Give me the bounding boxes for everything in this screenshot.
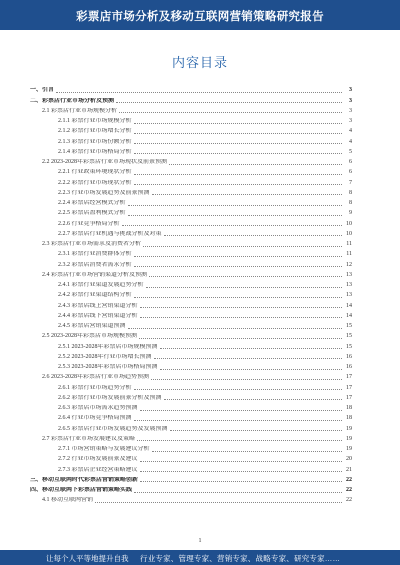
toc-entry-page: 15	[346, 323, 352, 329]
toc-entry-title: 2.5.1 2023-2028年彩票店市场规模预测	[58, 343, 158, 350]
toc-entry-page: 3	[349, 118, 352, 124]
toc-entry-title: 2.4.2 彩票行业渠道结构分析	[58, 292, 132, 299]
toc-entry-page: 8	[349, 200, 352, 206]
toc-entry[interactable]	[30, 463, 352, 473]
toc-entry-page: 10	[346, 230, 352, 237]
toc-entry-page: 13	[346, 292, 352, 299]
toc-entry-page: 6	[349, 159, 352, 165]
toc-entry-page: 19	[346, 446, 352, 452]
toc-entry-title: 2.5 2023-2028年彩票店市场规模预测	[42, 333, 137, 340]
toc-dot-leader	[170, 430, 342, 431]
toc-entry-title: 2.3 彩票店行业市场需求及消费者分析	[42, 241, 142, 247]
toc-entry-title: 三、移动互联网时代彩票店营销策略创新	[30, 476, 139, 483]
toc-entry[interactable]	[30, 84, 352, 94]
toc-entry-title: 二、彩票店行业市场分析及预测	[30, 97, 115, 104]
toc-entry-page: 15	[346, 343, 352, 350]
toc-dot-leader	[140, 461, 342, 462]
toc-entry-page: 22	[346, 476, 352, 483]
toc-entry[interactable]	[30, 176, 352, 186]
toc-entry-title: 2.2.1 行业政策环境现状分析	[58, 169, 132, 176]
toc-entry-title: 2.3.2 彩票店消费者需求分析	[58, 261, 132, 268]
toc-entry[interactable]	[30, 340, 352, 350]
toc-entry[interactable]	[30, 197, 352, 207]
toc-dot-leader	[134, 174, 342, 175]
toc-entry-title: 2.7.3 彩票店企业经营策略建议	[58, 466, 138, 473]
toc-entry-title: 2.4.3 彩票店线上营销渠道分析	[58, 302, 138, 309]
toc-entry-page: 14	[346, 312, 352, 319]
footer-slogan: 让每个人平等地提升自我	[46, 554, 129, 563]
toc-dot-leader	[151, 379, 342, 380]
toc-heading: 内容目录	[171, 55, 228, 70]
toc-dot-leader	[95, 502, 342, 503]
toc-entry-page: 11	[346, 241, 352, 247]
toc-entry-title: 2.1.1 彩票行业市场规模分析	[58, 118, 132, 124]
toc-entry[interactable]	[30, 187, 352, 197]
toc-entry-page: 19	[346, 425, 352, 432]
toc-entry-title: 2.4.1 彩票行业渠道发展趋势分析	[58, 282, 144, 288]
toc-entry[interactable]	[30, 248, 352, 258]
toc-entry-title: 2.1.2 彩票行业市场增长分析	[58, 128, 132, 135]
toc-dot-leader	[169, 164, 342, 165]
toc-entry-page: 19	[346, 435, 352, 442]
toc-entry-page: 18	[346, 405, 352, 411]
toc-dot-leader	[134, 143, 342, 144]
toc-entry-title: 2.6.1 彩票行业市场趋势分析	[58, 384, 132, 391]
toc-entry-page: 15	[346, 333, 352, 340]
toc-entry-page: 5	[349, 148, 352, 155]
toc-entry-page: 6	[349, 169, 352, 176]
toc-dot-leader	[140, 410, 342, 411]
toc-dot-leader	[134, 389, 342, 390]
toc-entry-title: 2.5.2 2023-2028年行业市场增长预测	[58, 353, 152, 360]
toc-entry-page: 3	[349, 87, 352, 94]
toc-dot-leader	[149, 276, 342, 277]
toc-dot-leader	[140, 471, 342, 472]
toc-entry[interactable]	[30, 217, 352, 227]
toc-dot-leader	[134, 153, 342, 154]
toc-dot-leader	[119, 112, 342, 113]
toc-entry-page: 16	[346, 364, 352, 370]
toc-entry-title: 4.1 移动互联网营销	[42, 497, 94, 504]
toc-entry[interactable]	[30, 228, 352, 238]
toc-dot-leader	[134, 297, 342, 298]
toc-entry[interactable]	[30, 381, 352, 391]
toc-entry[interactable]	[30, 484, 352, 494]
page-number: 1	[198, 538, 202, 544]
toc-dot-leader	[134, 492, 342, 493]
toc-entry-title: 2.4.4 彩票店线下营销渠道分析	[58, 312, 138, 319]
toc-entry[interactable]	[30, 125, 352, 135]
toc-dot-leader	[128, 328, 342, 329]
toc-entry[interactable]	[30, 135, 352, 145]
toc-dot-leader	[139, 338, 342, 339]
toc-entry[interactable]	[30, 166, 352, 176]
toc-entry-title: 2.2.2 彩票行业市场现状分析	[58, 179, 132, 186]
toc-entry[interactable]	[30, 146, 352, 156]
toc-entry-page: 22	[346, 487, 352, 493]
toc-dot-leader	[152, 451, 342, 452]
toc-entry-page: 17	[346, 374, 352, 381]
toc-entry-page: 16	[346, 353, 352, 360]
toc-entry[interactable]	[30, 269, 352, 279]
toc-dot-leader	[143, 246, 342, 247]
toc-entry[interactable]	[30, 320, 352, 330]
toc-entry[interactable]	[30, 156, 352, 166]
toc-entry-title: 四、移动互联网下彩票店营销策略实践	[30, 487, 133, 493]
toc-entry[interactable]	[30, 361, 352, 371]
toc-entry[interactable]	[30, 443, 352, 453]
toc-dot-leader	[56, 92, 342, 93]
toc-entry-title: 2.7 彩票店行业市场发展建议及策略	[42, 435, 136, 442]
toc-entry[interactable]	[30, 474, 352, 484]
toc-entry-page: 17	[346, 394, 352, 401]
toc-entry-page: 21	[346, 466, 352, 473]
toc-entry-page: 10	[346, 220, 352, 227]
toc-entry[interactable]	[30, 94, 352, 104]
toc-entry[interactable]	[30, 115, 352, 125]
toc-entry-title: 2.3.1 彩票行业消费群体分析	[58, 251, 132, 258]
toc-entry[interactable]	[30, 238, 352, 248]
toc-dot-leader	[160, 369, 343, 370]
toc-dot-leader	[140, 317, 342, 318]
toc-entry-title: 2.4 彩票店行业市场营销渠道分析及预测	[42, 271, 148, 278]
toc-entry-page: 17	[346, 384, 352, 391]
toc-entry-title: 2.1 彩票店行业市场规模分析	[42, 107, 118, 114]
toc-entry[interactable]	[30, 494, 352, 504]
toc-entry-title: 2.6.4 行业市场竞争格局预测	[58, 415, 132, 422]
toc-dot-leader	[152, 194, 342, 195]
toc-entry-title: 2.5.3 2023-2028年彩票店市场格局预测	[58, 364, 158, 370]
toc-entry[interactable]	[30, 392, 352, 402]
toc-dot-leader	[140, 307, 342, 308]
toc-entry[interactable]	[30, 310, 352, 320]
toc-entry-title: 2.2 2023-2028年彩票店行业市场现状及前景预测	[42, 159, 167, 165]
table-of-contents	[30, 84, 352, 504]
toc-entry-page: 13	[346, 282, 352, 288]
toc-entry-page: 8	[349, 189, 352, 196]
toc-entry-title: 2.6.2 彩票行业市场发展前景分析及预测	[58, 394, 162, 401]
toc-entry-page: 22	[346, 497, 352, 504]
toc-entry-title: 一、引言	[30, 87, 55, 94]
toc-entry[interactable]	[30, 422, 352, 432]
toc-entry-title: 2.1.4 彩票行业市场格局分析	[58, 148, 132, 155]
toc-entry-title: 2.2.3 行业市场发展趋势及前景预测	[58, 189, 150, 196]
toc-entry[interactable]	[30, 433, 352, 443]
toc-entry-title: 2.2.5 彩票店盈利模式分析	[58, 210, 126, 217]
toc-entry-title: 2.4.5 彩票店营销渠道预测	[58, 323, 126, 329]
toc-entry-title: 2.7.1 市场营销策略与发展建议分析	[58, 446, 150, 452]
footer-banner	[0, 550, 400, 565]
toc-dot-leader	[140, 481, 342, 482]
toc-entry[interactable]	[30, 279, 352, 289]
toc-dot-leader	[134, 256, 342, 257]
toc-entry[interactable]	[30, 371, 352, 381]
footer-tagline: 行业专家、管理专家、营销专家、战略专家、研究专家……	[140, 554, 341, 563]
toc-dot-leader	[134, 133, 342, 134]
toc-entry-page: 18	[346, 415, 352, 422]
toc-dot-leader	[128, 205, 342, 206]
toc-dot-leader	[137, 440, 342, 441]
toc-dot-leader	[134, 184, 342, 185]
toc-entry-title: 2.2.7 彩票店行业机遇与挑战分析及对策	[58, 230, 162, 237]
toc-dot-leader	[146, 287, 342, 288]
toc-entry-page: 4	[349, 138, 352, 145]
toc-dot-leader	[128, 215, 342, 216]
toc-entry[interactable]	[30, 105, 352, 115]
toc-entry-page: 20	[346, 456, 352, 463]
toc-entry-page: 11	[346, 251, 352, 258]
toc-entry-page: 3	[349, 97, 352, 104]
toc-entry-page: 3	[349, 107, 352, 114]
toc-entry[interactable]	[30, 207, 352, 217]
toc-entry-title: 2.2.6 行业竞争格局分析	[58, 220, 120, 227]
toc-dot-leader	[154, 358, 343, 359]
report-title: 彩票店市场分析及移动互联网营销策略研究报告	[76, 11, 324, 23]
toc-entry-page: 9	[349, 210, 352, 217]
toc-entry[interactable]	[30, 299, 352, 309]
toc-entry-title: 2.6 2023-2028年彩票店行业市场趋势预测	[42, 374, 149, 381]
toc-entry-title: 2.7.2 行业市场发展前景及建议	[58, 456, 138, 463]
toc-entry-title: 2.6.3 彩票店市场需求趋势预测	[58, 405, 138, 411]
header-banner	[0, 0, 400, 30]
toc-dot-leader	[164, 399, 342, 400]
toc-entry[interactable]	[30, 289, 352, 299]
toc-entry[interactable]	[30, 453, 352, 463]
toc-dot-leader	[134, 266, 342, 267]
toc-entry-page: 13	[346, 271, 352, 278]
toc-entry[interactable]	[30, 402, 352, 412]
toc-dot-leader	[116, 102, 342, 103]
toc-dot-leader	[160, 348, 343, 349]
toc-entry-page: 14	[346, 302, 352, 309]
toc-dot-leader	[164, 235, 342, 236]
toc-dot-leader	[134, 420, 342, 421]
toc-entry[interactable]	[30, 330, 352, 340]
toc-dot-leader	[134, 123, 342, 124]
toc-entry[interactable]	[30, 258, 352, 268]
toc-entry-page: 4	[349, 128, 352, 135]
toc-entry-title: 2.6.5 彩票店行业市场发展趋势及发展预测	[58, 425, 168, 432]
toc-entry-title: 2.2.4 彩票店经营模式分析	[58, 200, 126, 206]
toc-dot-leader	[122, 225, 342, 226]
toc-entry-title: 2.1.3 彩票行业市场份额分析	[58, 138, 132, 145]
toc-entry-page: 7	[349, 179, 352, 186]
toc-entry[interactable]	[30, 412, 352, 422]
toc-entry[interactable]	[30, 351, 352, 361]
toc-entry-page: 12	[346, 261, 352, 268]
